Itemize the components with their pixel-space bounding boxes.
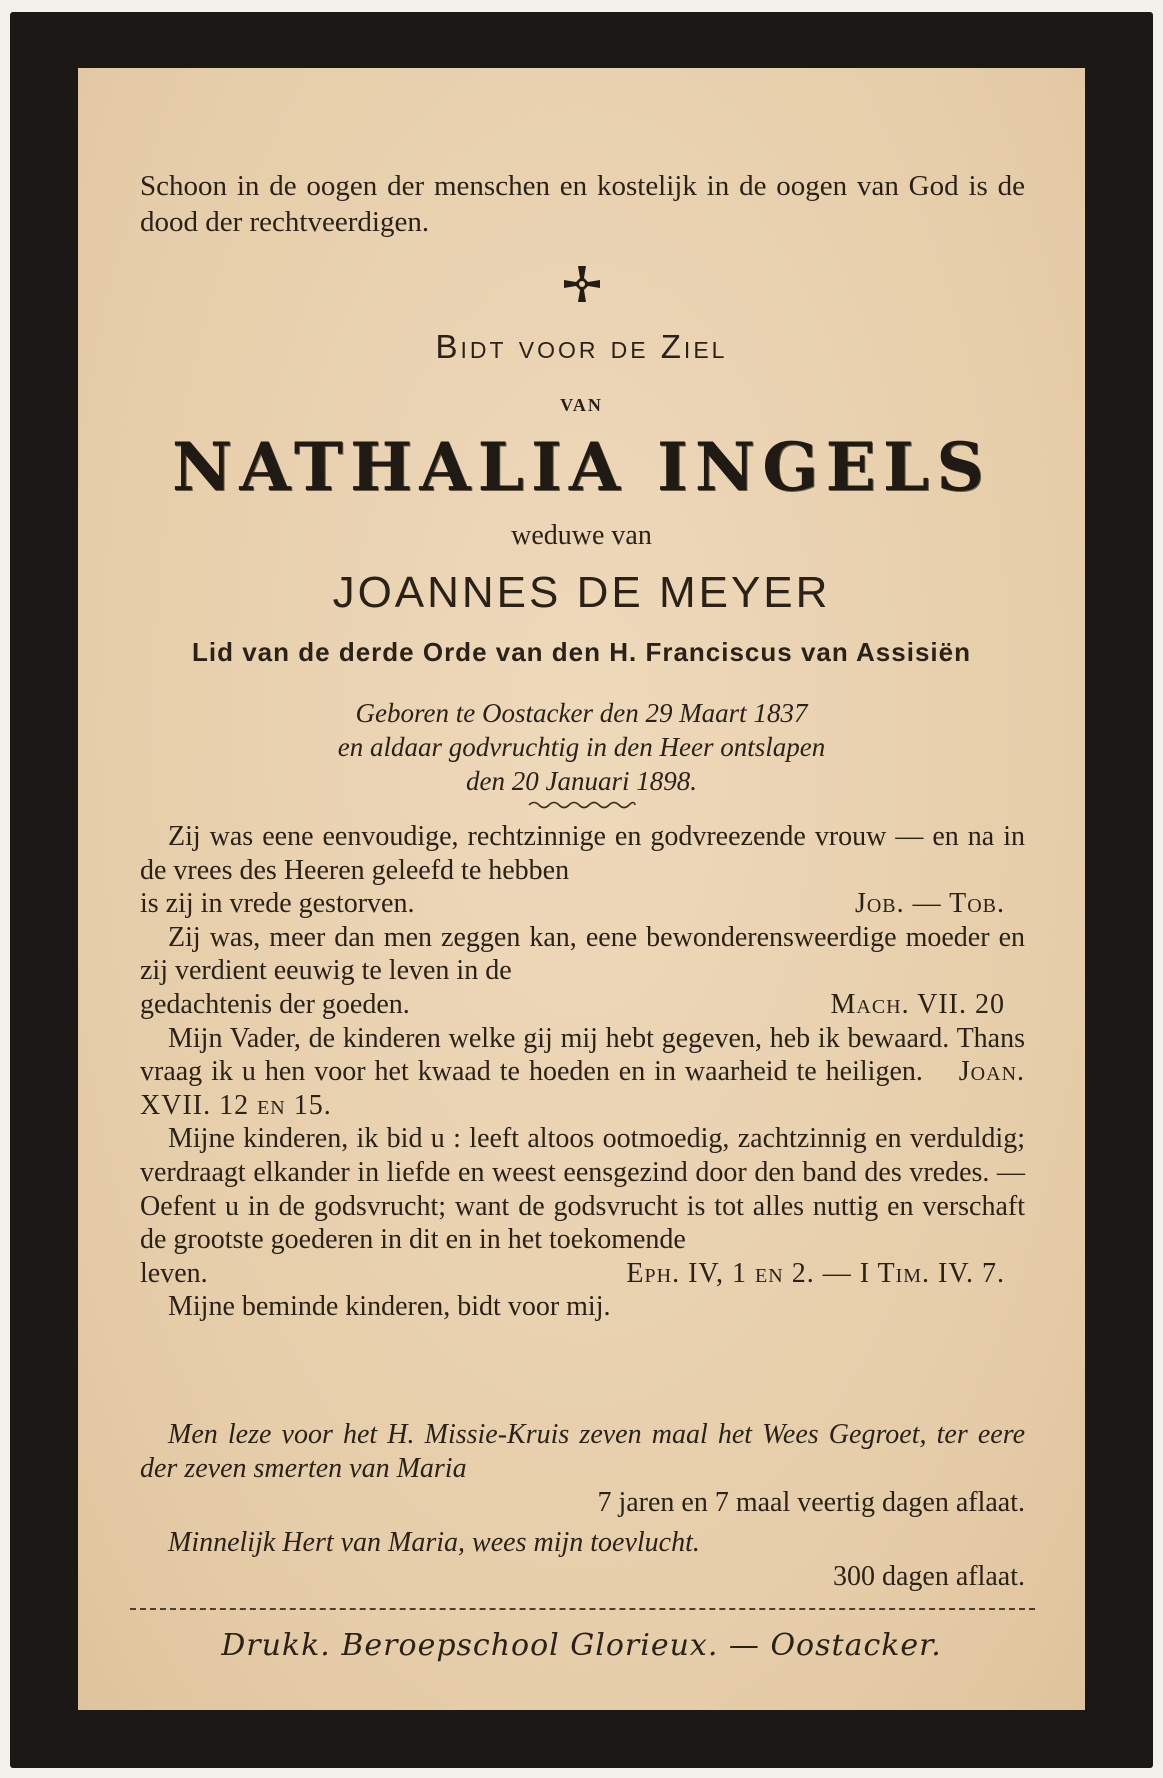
indulgence-2-text: Minnelijk Hert van Maria, wees mijn toevlucht. xyxy=(168,1527,700,1558)
printer-imprint: Drukk. Beroepschool Glorieux. — Oostacker. xyxy=(221,1628,942,1663)
birth-line: Geboren te Oostacker den 29 Maart 1837 xyxy=(355,698,808,728)
iron-cross-icon xyxy=(78,264,1085,311)
wave-ornament xyxy=(527,799,637,811)
paragraph-3-text: Mijn Vader, de kinderen welke gij mij hebt gegeven, heb ik bewaard. Thans vraag ik u hen voor het kwaad te hoeden en in waarheid te heiligen. xyxy=(140,1022,1025,1088)
indulgences xyxy=(140,1418,1025,1594)
order-membership: Lid van de derde Orde van den H. Franciscus van Assisiën xyxy=(192,637,971,667)
widow-of-label: weduwe van xyxy=(511,520,652,551)
van-label: VAN xyxy=(560,395,603,415)
reference-joan: Joan. XVII. 12 en 15. xyxy=(140,1056,1026,1121)
reference-mach: Mach. VII. 20 xyxy=(830,988,1005,1020)
death-date-line: den 20 Januari 1898. xyxy=(466,766,697,796)
deceased-name: NATHALIA INGELS xyxy=(171,428,991,506)
paragraph-1: Zij was eene eenvoudige, rechtzinnige en godvreezende vrouw — en na in de vrees des Heeren geleefd te hebben xyxy=(140,821,1025,886)
paragraph-2: Zij was, meer dan men zeggen kan, eene bewonderensweerdige moeder en zij verdient eeuwig te leven in de xyxy=(140,921,1025,987)
paragraph-4-end xyxy=(140,1257,1025,1291)
indulgence-2-aflaat: 300 dagen aflaat. xyxy=(832,1561,1025,1592)
paragraph-4-last: leven. xyxy=(140,1257,208,1289)
memorial-card-border xyxy=(10,12,1153,1768)
indulgence-1-text: Men leze voor het H. Missie-Kruis zeven maal het Wees Gegroet, ter eere der zeven smerten van Maria xyxy=(140,1419,1025,1484)
dotted-divider xyxy=(130,1608,1035,1610)
reference-eph-tim: Eph. IV, 1 en 2. — I Tim. IV. 7. xyxy=(626,1257,1005,1289)
flourish-divider xyxy=(78,796,1085,815)
prayer-heading: Bidt voor de Ziel xyxy=(435,328,728,365)
birth-death-info xyxy=(118,696,1045,798)
indulgence-1-aflaat: 7 jaren en 7 maal veertig dagen aflaat. xyxy=(597,1487,1025,1518)
paragraph-1-last: is zij in vrede gestorven. xyxy=(140,888,415,920)
paragraph-3 xyxy=(140,1022,1025,1123)
paragraph-2-end xyxy=(140,988,1025,1022)
epigraph: Schoon in de oogen der menschen en kostelijk in de oogen van God is de dood der rechtveerdigen. xyxy=(140,170,1025,238)
scripture-text xyxy=(140,820,1025,1324)
paragraph-1-end xyxy=(140,887,1025,921)
husband-name: JOANNES DE MEYER xyxy=(332,568,831,617)
paragraph-2-last: gedachtenis der goeden. xyxy=(140,988,410,1020)
paragraph-4: Mijne kinderen, ik bid u : leeft altoos ootmoedig, zachtzinnig en verduldig; verdraagt elkander in liefde en weest eensgezind door den band des vredes. — Oefent u in de godsvrucht; want de godsvrucht is tot alles nuttig en verschaft de grootste goederen in dit en in het toekomende xyxy=(140,1123,1025,1256)
memorial-card-paper xyxy=(78,68,1085,1710)
paragraph-5: Mijne beminde kinderen, bidt voor mij. xyxy=(168,1291,611,1323)
death-line: en aldaar godvruchtig in den Heer ontslapen xyxy=(337,732,826,762)
iron-cross-icon-svg xyxy=(562,264,602,304)
reference-job-tob: Job. — Tob. xyxy=(854,888,1005,920)
